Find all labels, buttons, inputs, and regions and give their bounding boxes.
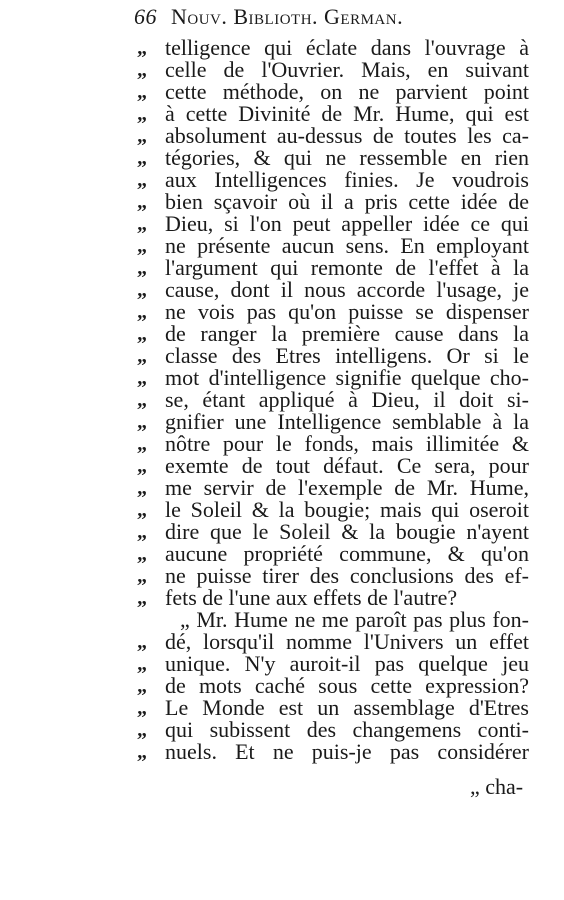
quotation-mark: „ [137,37,146,59]
quotation-mark: „ [137,565,146,587]
line-text: absolument au-dessus de toutes les ca- [165,123,529,148]
quotation-mark: „ [137,697,146,719]
quotation-mark: „ [137,103,146,125]
quotation-mark: „ [137,433,146,455]
line-text: dé, lorsqu'il nomme l'Univers un effet [165,629,529,654]
quotation-mark: „ [137,675,146,697]
line-text: Dieu, si l'on peut appeller idée ce qui [165,211,529,236]
quotation-mark: „ [137,191,146,213]
line-text: exemte de tout défaut. Ce sera, pour [165,453,529,478]
line-text: l'argument qui remonte de l'effet à la [165,255,529,280]
quotation-mark: „ [137,345,146,367]
quotation-mark: „ [137,169,146,191]
line-text: ne vois pas qu'on puisse se dispenser [165,299,529,324]
line-text: à cette Divinité de Mr. Hume, qui est [165,101,529,126]
line-text: se, étant appliqué à Dieu, il doit si- [165,387,529,412]
quotation-mark: „ [137,477,146,499]
quotation-mark: „ [137,499,146,521]
line-text: telligence qui éclate dans l'ouvrage à [165,35,529,60]
quotation-mark: „ [137,455,146,477]
line-text: de mots caché sous cette expression? [165,673,529,698]
line-text: tégories, & qui ne ressemble en rien [165,145,529,170]
line-text: ne présente aucun sens. En employant [165,233,529,258]
line-text: nuels. Et ne puis-je pas considérer [165,739,529,764]
quotation-mark: „ [137,543,146,565]
quotation-mark: „ [137,235,146,257]
quotation-mark: „ [137,653,146,675]
running-title: Nouv. Biblioth. German. [171,4,404,29]
line-text: Le Monde est un assemblage d'Etres [165,695,529,720]
page-number: 66 [134,4,157,29]
line-text: unique. N'y auroit-il pas quelque jeu [165,651,529,676]
quotation-mark: „ [137,257,146,279]
line-text: fets de l'une aux effets de l'autre? [165,585,458,610]
quotation-mark: „ [137,587,146,609]
quotation-mark: „ [137,147,146,169]
quotation-mark: „ [137,279,146,301]
text-line [0,738,564,765]
line-text: cause, dont il nous accorde l'usage, je [165,277,529,302]
line-text: mot d'intelligence signifie quelque cho- [165,365,529,390]
quotation-mark: „ [137,213,146,235]
quotation-mark: „ [137,389,146,411]
line-text: qui subissent des changemens conti- [165,717,529,742]
line-text: dire que le Soleil & la bougie n'ayent [165,519,529,544]
quotation-mark: „ [137,411,146,433]
quotation-mark: „ [137,81,146,103]
catchword: „ cha- [470,774,524,799]
line-text: me servir de l'exemple de Mr. Hume, [165,475,529,500]
quotation-mark: „ [137,521,146,543]
quotation-mark: „ [137,631,146,653]
quotation-mark: „ [137,323,146,345]
page-header [134,4,534,34]
line-text: aucune propriété commune, & qu'on [165,541,529,566]
quotation-mark: „ [137,125,146,147]
quotation-mark: „ [137,59,146,81]
quotation-mark: „ [137,367,146,389]
quotation-mark: „ [137,741,146,763]
line-text: le Soleil & la bougie; mais qui oseroit [165,497,529,522]
line-text: ne puisse tirer des conclusions des ef- [165,563,529,588]
quotation-mark: „ [137,719,146,741]
line-text: gnifier une Intelligence semblable à la [165,409,529,434]
line-text: celle de l'Ouvrier. Mais, en suivant [165,57,529,82]
line-text: cette méthode, on ne parvient point [165,79,529,104]
line-text: de ranger la première cause dans la [165,321,529,346]
line-text: nôtre pour le fonds, mais illimitée & [165,431,529,456]
quotation-mark: „ [137,301,146,323]
line-text: „ Mr. Hume ne me paroît pas plus fon- [180,607,529,632]
line-text: aux Intelligences finies. Je voudrois [165,167,529,192]
line-text: bien sçavoir où il a pris cette idée de [165,189,529,214]
line-text: classe des Etres intelligens. Or si le [165,343,529,368]
